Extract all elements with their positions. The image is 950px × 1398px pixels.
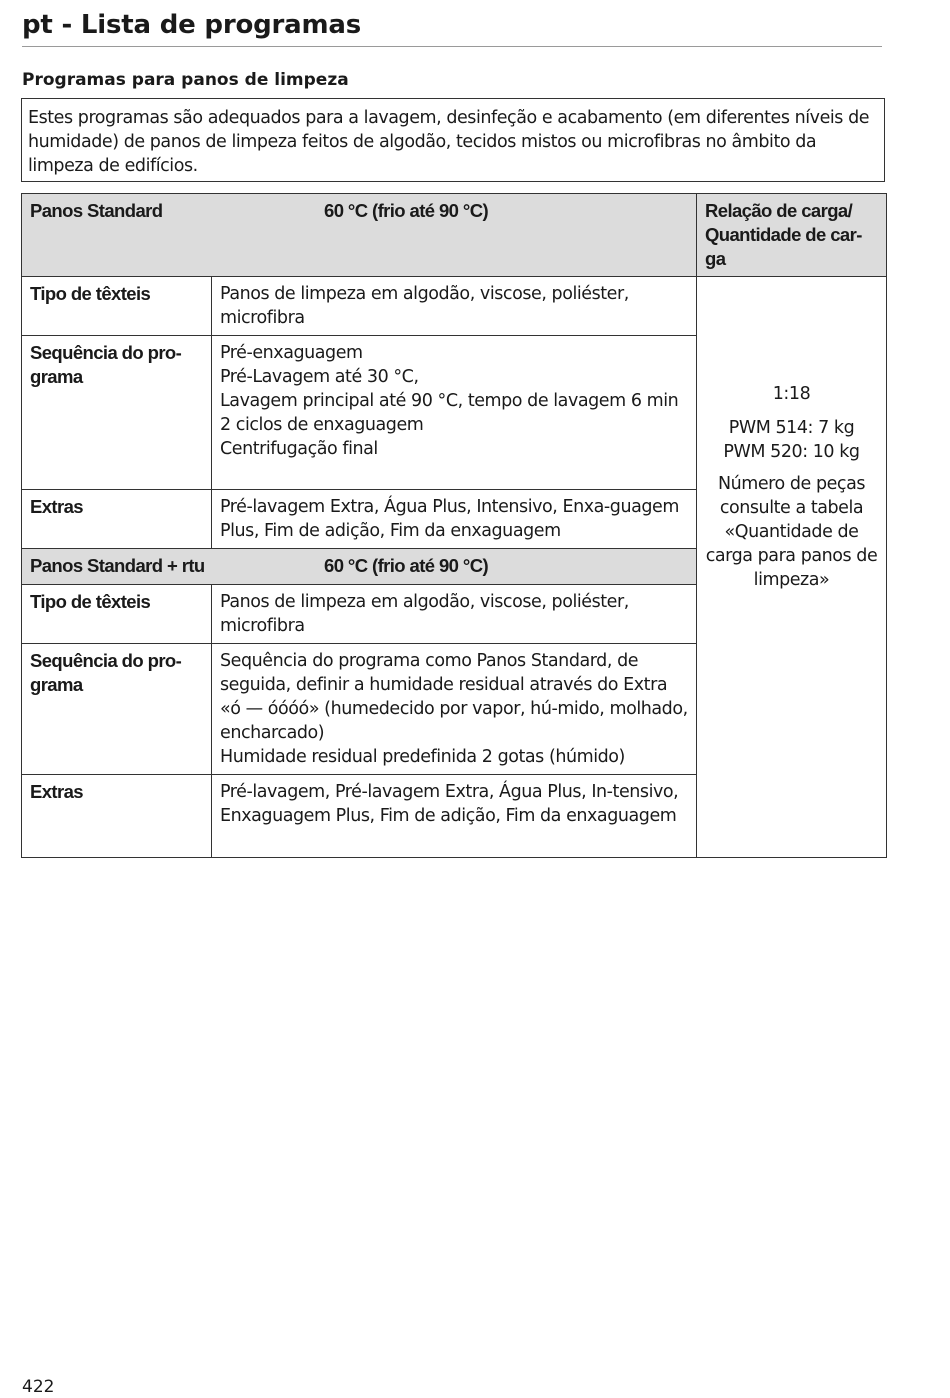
load-header: Relação de carga/ Quantidade de car-ga — [697, 194, 887, 277]
section-heading: Programas para panos de limpeza — [22, 70, 349, 90]
row-label: Extras — [22, 775, 212, 858]
load-note: Número de peças consulte a tabela «Quantidade de carga para panos de limpeza» — [705, 474, 878, 590]
program-header-cell — [22, 549, 697, 585]
row-text-line: Panos de limpeza em algodão, viscose, poliéster, microfibra — [220, 592, 629, 636]
program-temperature: 60 °C (frio até 90 °C) — [324, 555, 489, 576]
row-value — [212, 490, 697, 549]
row-value — [212, 336, 697, 490]
row-value — [212, 775, 697, 858]
program-header-cell — [22, 194, 697, 277]
load-pwm520: PWM 520: 10 kg — [723, 442, 860, 462]
page-title: pt - Lista de programas — [22, 10, 882, 47]
program-name: Panos Standard + rtu — [30, 555, 205, 576]
row-text-line: Panos de limpeza em algodão, viscose, poliéster, microfibra — [220, 284, 629, 328]
row-label: Extras — [22, 490, 212, 549]
row-label: Tipo de têxteis — [22, 277, 212, 336]
program-name: Panos Standard — [30, 200, 163, 221]
load-cell — [697, 277, 887, 858]
row-label: Sequência do pro-grama — [22, 644, 212, 775]
program-table — [21, 193, 887, 858]
row-text-line: Pré-enxaguagem — [220, 343, 363, 363]
row-text-line: Centrifugação final — [220, 439, 378, 459]
row-value — [212, 585, 697, 644]
load-ratio: 1:18 — [772, 384, 811, 404]
row-text-line: Pré-lavagem, Pré-lavagem Extra, Água Plus, In-tensivo, Enxaguagem Plus, Fim de adição, Fim da enxaguagem — [220, 782, 679, 826]
program-header-row — [22, 194, 887, 277]
row-text-line: Pré-lavagem Extra, Água Plus, Intensivo, Enxa-guagem Plus, Fim de adição, Fim da enxaguagem — [220, 497, 679, 541]
row-text-line: Lavagem principal até 90 °C, tempo de lavagem 6 min — [220, 391, 679, 411]
row-text-line: 2 ciclos de enxaguagem — [220, 415, 424, 435]
program-temperature: 60 °C (frio até 90 °C) — [324, 200, 489, 221]
load-pwm514: PWM 514: 7 kg — [728, 418, 855, 438]
intro-box: Estes programas são adequados para a lavagem, desinfeção e acabamento (em diferentes níveis de humidade) de panos de limpeza feitos de algodão, tecidos mistos ou microfibras no âmbito da limpeza de edifícios. — [21, 98, 885, 182]
row-value — [212, 644, 697, 775]
row-text-line: Humidade residual predefinida 2 gotas (húmido) — [220, 747, 625, 767]
row-text-line: Sequência do programa como Panos Standard, de seguida, definir a humidade residual através do Extra «ó — óóóó» (humedecido por vapor, hú-mido, molhado, encharcado) — [220, 651, 688, 743]
row-label: Tipo de têxteis — [22, 585, 212, 644]
table-row — [22, 277, 887, 336]
page-number: 422 — [22, 1377, 55, 1397]
row-text-line: Pré-Lavagem até 30 °C, — [220, 367, 419, 387]
row-label: Sequência do pro-grama — [22, 336, 212, 490]
row-value — [212, 277, 697, 336]
